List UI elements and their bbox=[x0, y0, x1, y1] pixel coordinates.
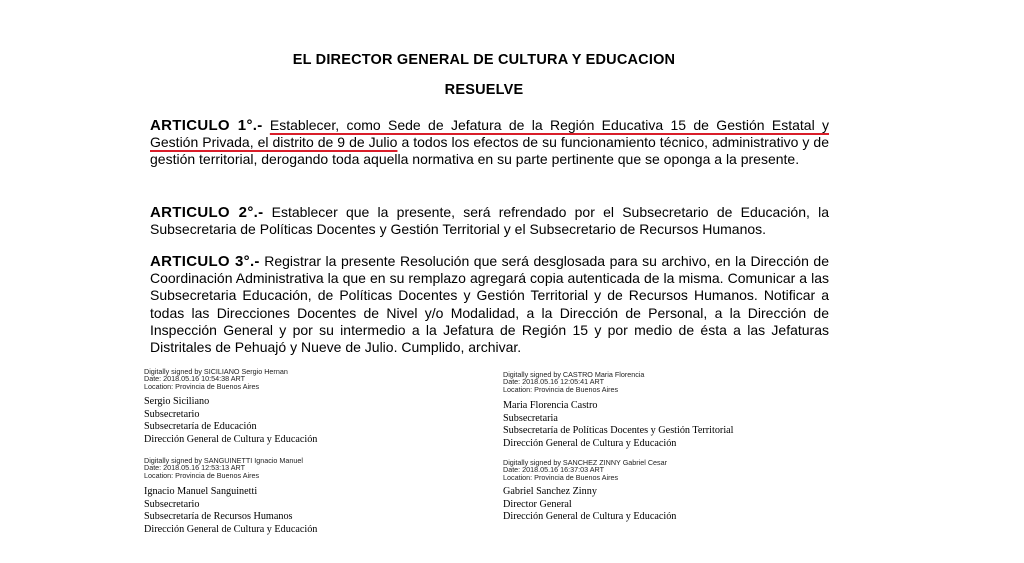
article-1-text: a todos los efectos de su funcionamiento técnico, administrativo y de gestión territorial, derogando toda aquella normativa en su parte pertinente que se oponga a la presente. bbox=[150, 134, 829, 168]
signature-1-block bbox=[144, 396, 317, 446]
signature-3-location: Location: Provincia de Buenos Aires bbox=[144, 470, 260, 480]
article-2-text: Establecer que la presente, será refrendado por el Subsecretario de Educación, la Subsecretaria de Políticas Docentes y Gestión Territorial y el Subsecretario de Recursos Humanos. bbox=[150, 204, 829, 238]
signature-4-date: Date: 2018.05.16 16:37:03 ART bbox=[503, 465, 604, 475]
article-2-label: ARTICULO 2°.- bbox=[150, 204, 264, 221]
signature-2-name: Maria Florencia Castro bbox=[503, 400, 598, 411]
article-3 bbox=[150, 253, 829, 356]
signature-2-office: Subsecretaría de Políticas Docentes y Gestión Territorial bbox=[503, 425, 734, 437]
signature-4-location: Location: Provincia de Buenos Aires bbox=[503, 472, 619, 482]
signature-3-signed-by: Digitally signed by SANGUINETTI Ignacio Manuel bbox=[144, 456, 303, 465]
signature-1-digital-stamp bbox=[144, 368, 288, 390]
signature-4-role: Director General bbox=[503, 498, 572, 510]
signature-1-signed-by: Digitally signed by SICILIANO Sergio Hernan bbox=[144, 367, 288, 376]
article-1-highlighted-text: Establecer, como Sede de Jefatura de la Región Educativa 15 de Gestión Estatal y Gestión Privada, el distrito de 9 de Julio bbox=[150, 117, 830, 151]
resuelve-heading: RESUELVE bbox=[444, 82, 524, 98]
signature-2-date: Date: 2018.05.16 12:05:41 ART bbox=[503, 377, 604, 387]
signature-2-signed-by: Digitally signed by CASTRO Maria Florencia bbox=[503, 370, 645, 379]
signature-4-name: Gabriel Sanchez Zinny bbox=[503, 486, 597, 497]
article-1-label: ARTICULO 1°.- bbox=[150, 117, 263, 134]
article-1 bbox=[150, 117, 829, 169]
signature-1-organization: Dirección General de Cultura y Educación bbox=[144, 433, 318, 445]
article-3-label: ARTICULO 3°.- bbox=[150, 253, 260, 270]
signature-4-digital-stamp bbox=[503, 459, 667, 481]
signature-2-location: Location: Provincia de Buenos Aires bbox=[503, 384, 619, 394]
signature-3-name: Ignacio Manuel Sanguinetti bbox=[144, 486, 258, 497]
article-2 bbox=[150, 204, 829, 238]
signature-3-office: Subsecretaría de Recursos Humanos bbox=[144, 511, 293, 523]
signature-4-block bbox=[503, 486, 676, 524]
signature-3-block bbox=[144, 486, 317, 536]
signature-1-location: Location: Provincia de Buenos Aires bbox=[144, 381, 260, 391]
signature-2-digital-stamp bbox=[503, 371, 644, 393]
signature-1-date: Date: 2018.05.16 10:54:38 ART bbox=[144, 374, 245, 384]
signature-3-digital-stamp bbox=[144, 457, 303, 479]
signature-3-role: Subsecretario bbox=[144, 498, 200, 510]
signature-2-organization: Dirección General de Cultura y Educación bbox=[503, 437, 677, 449]
document-title: EL DIRECTOR GENERAL DE CULTURA Y EDUCACION bbox=[292, 52, 676, 68]
signature-1-role: Subsecretario bbox=[144, 408, 200, 420]
signature-2-role: Subsecretaria bbox=[503, 412, 558, 424]
signature-3-date: Date: 2018.05.16 12:53:13 ART bbox=[144, 463, 245, 473]
article-3-text: Registrar la presente Resolución que será desglosada para su archivo, en la Dirección de Coordinación Administrativa la que en su remplazo agregará copia autenticada de la misma. Comunicar a las Subsecretaria Educación, de Políticas Docentes y Gestión Territorial y de Recursos Humanos. Notificar a todas las Direcciones Docentes de Nivel y/o Modalidad, a la Dirección de Personal, a la Dirección de Inspección General y por su intermedio a la Jefatura de Región 15 y por medio de ésta a las Jefaturas Distritales de Pehuajó y Nueve de Julio. Cumplido, archivar. bbox=[150, 253, 829, 356]
signature-3-organization: Dirección General de Cultura y Educación bbox=[144, 523, 318, 535]
signature-4-signed-by: Digitally signed by SANCHEZ ZINNY Gabriel Cesar bbox=[503, 458, 668, 467]
signature-2-block bbox=[503, 400, 734, 450]
signature-4-organization: Dirección General de Cultura y Educación bbox=[503, 511, 677, 523]
signature-1-name: Sergio Siciliano bbox=[144, 396, 210, 407]
signature-1-office: Subsecretaría de Educación bbox=[144, 421, 257, 433]
